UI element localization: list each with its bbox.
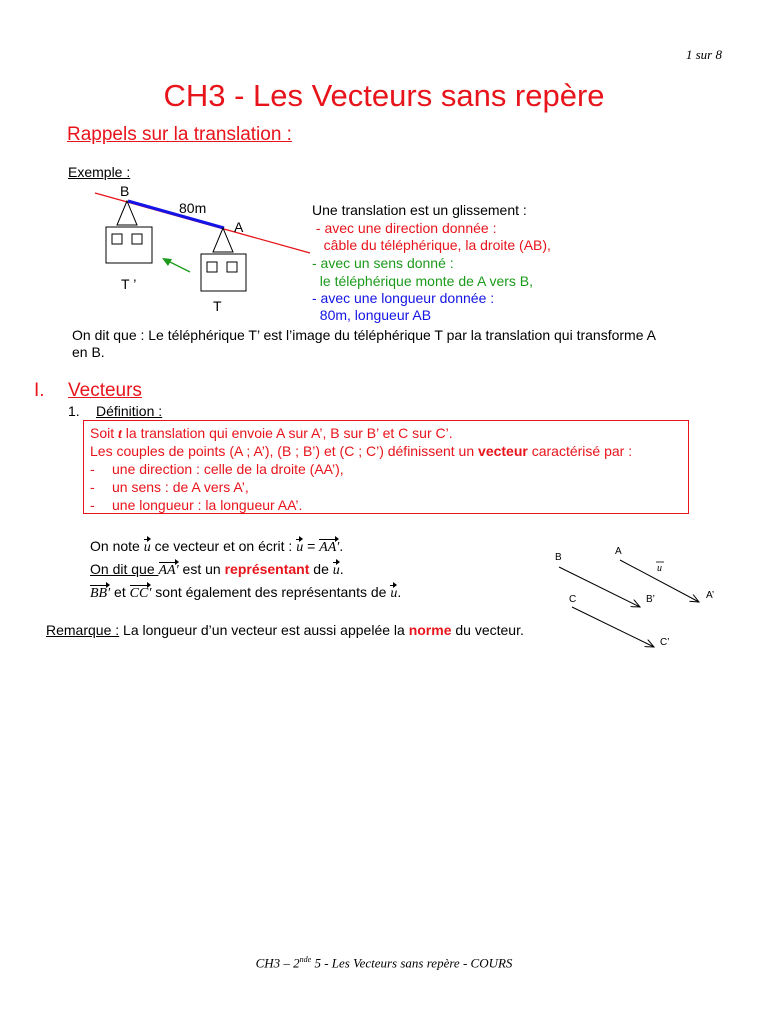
point-b-label: B — [120, 183, 130, 199]
figure-label-c: C — [569, 594, 577, 605]
t-prime-label: T ’ — [121, 276, 137, 292]
on-dit-que-line1: On dit que : Le téléphérique T’ est l’image du téléphérique T par la translation qui transforme A — [72, 327, 656, 343]
vector-aa-prime: AA′ — [319, 540, 340, 555]
figure-label-a: A — [615, 546, 622, 557]
vector-u: u — [143, 540, 151, 555]
cabin-t-hanger — [213, 228, 233, 252]
section-i-number: I. — [34, 380, 45, 401]
notation-line-3: BB′ et CC′ sont également des représentants de u. — [90, 584, 402, 601]
vector-u: u — [332, 563, 340, 578]
representant-keyword: représentant — [224, 561, 310, 577]
longueur-detail: 80m, longueur AB — [312, 307, 432, 323]
vector-u: u — [390, 586, 398, 601]
exemple-label: Exemple : — [68, 164, 131, 180]
definition-line-2: Les couples de points (A ; A’), (B ; B’) et (C ; C’) définissent un vecteur caractérisé par : — [90, 443, 633, 459]
sens-title: - avec un sens donné : — [312, 255, 454, 271]
notation-line-1: On note u ce vecteur et on écrit : u = AA′. — [90, 538, 344, 555]
figure-label-b-prime: B’ — [646, 594, 655, 605]
cabin-t-prime-window — [112, 234, 122, 244]
vector-cc-prime: CC′ — [129, 586, 152, 601]
direction-detail: câble du téléphérique, la droite (AB), — [312, 237, 551, 253]
page-title: CH3 - Les Vecteurs sans repère — [163, 78, 605, 113]
cabin-t-window — [207, 262, 217, 272]
definition-bullet-direction: - une direction : celle de la droite (AA’), — [90, 461, 344, 477]
section-i-title: Vecteurs — [68, 380, 142, 401]
t-label: T — [213, 298, 222, 314]
remarque-label: Remarque : — [46, 622, 120, 638]
figure-label-u: u — [657, 563, 662, 574]
cabin-t-prime-hanger — [117, 201, 137, 225]
vecteur-keyword: vecteur — [478, 443, 528, 459]
definition-box — [83, 420, 689, 514]
notation-line-2: On dit que AA′ est un représentant de u. — [90, 561, 344, 578]
vector-u: u — [296, 540, 304, 555]
sens-detail: le téléphérique monte de A vers B, — [312, 273, 534, 289]
vector-ab-blue — [128, 201, 224, 228]
vector-aa-prime: AA′ — [158, 563, 179, 578]
figure-label-c-prime: C’ — [660, 637, 670, 648]
definition-line-1: Soit t la translation qui envoie A sur A’, B sur B’ et C sur C’. — [90, 425, 453, 442]
direction-title: - avec une direction donnée : — [312, 220, 497, 236]
cabin-t-prime-window — [132, 234, 142, 244]
translation-intro: Une translation est un glissement : — [312, 202, 527, 218]
vector-bb-prime: BB′ — [90, 586, 111, 601]
longueur-title: - avec une longueur donnée : — [312, 290, 495, 306]
vector-cc-prime-arrow — [572, 607, 654, 647]
section-rappels-heading: Rappels sur la translation : — [67, 124, 292, 145]
remarque-line: Remarque : La longueur d’un vecteur est aussi appelée la norme du vecteur. — [46, 622, 524, 638]
translation-t-symbol: t — [118, 427, 122, 442]
norme-keyword: norme — [408, 622, 452, 638]
footer: CH3 – 2nde 5 - Les Vecteurs sans repère - COURS — [255, 955, 513, 971]
subsection-title: Définition : — [96, 403, 163, 419]
on-dit-que-line2: en B. — [72, 344, 105, 360]
distance-label: 80m — [179, 200, 207, 216]
cabin-t-prime — [106, 227, 152, 263]
point-a-label: A — [234, 219, 244, 235]
figure-label-b: B — [555, 552, 562, 563]
definition-bullet-longueur: - une longueur : la longueur AA’. — [90, 497, 303, 513]
definition-bullet-sens: - un sens : de A vers A’, — [90, 479, 249, 495]
cabin-t-window — [227, 262, 237, 272]
page-number: 1 sur 8 — [685, 47, 722, 62]
figure-label-a-prime: A’ — [706, 590, 715, 601]
subsection-number: 1. — [68, 403, 80, 419]
